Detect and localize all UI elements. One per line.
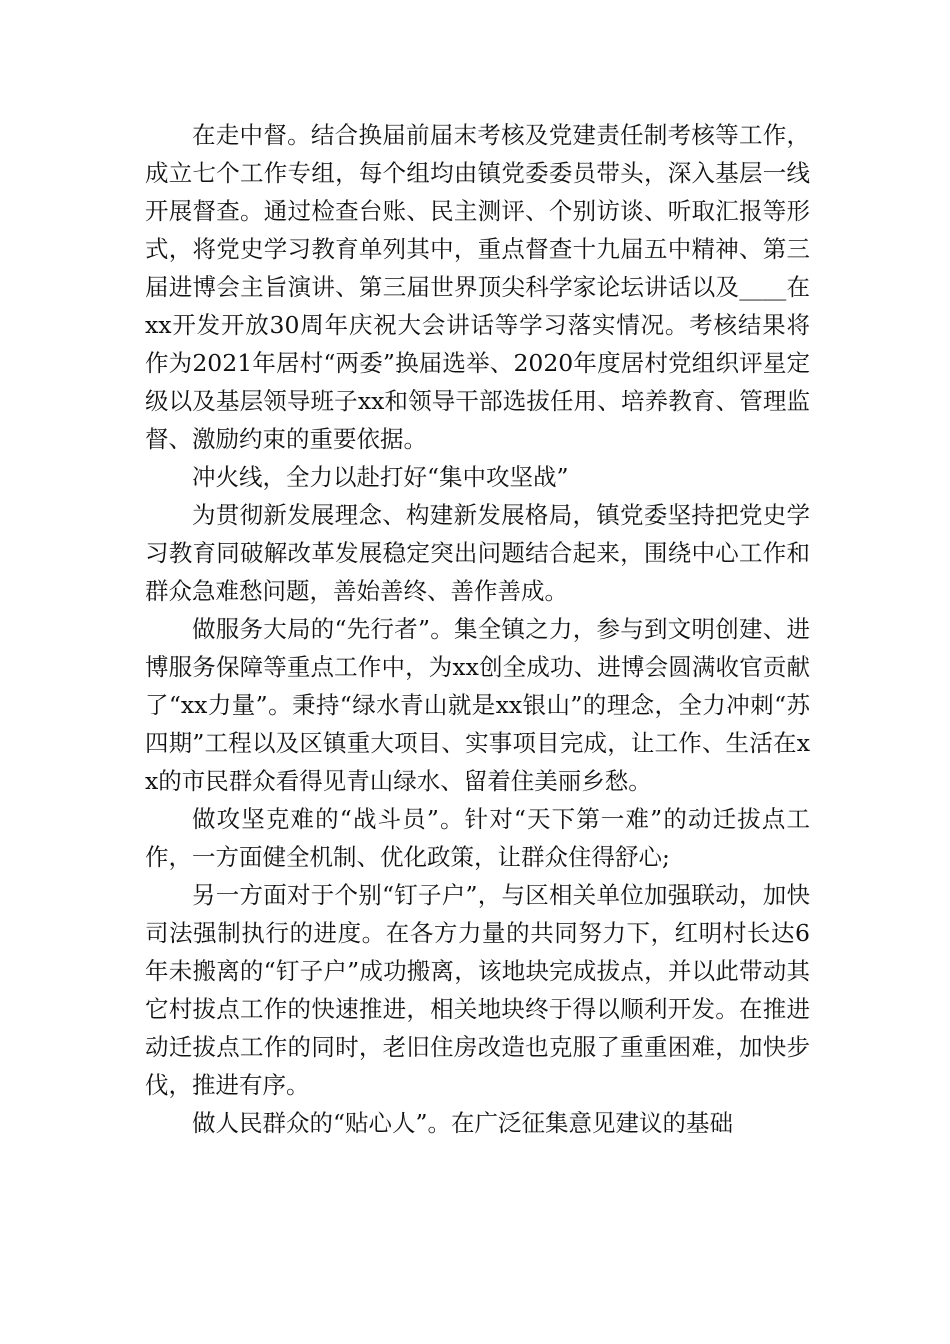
paragraph-supervision: 在走中督。结合换届前届末考核及党建责任制考核等工作，成立七个工作专组，每个组均由镇党委委员带头，深入基层一线开展督查。通过检查台账、民主测评、个别访谈、听取汇报等形式，将党史学习教育单列其中，重点督查十九届五中精神、第三届进博会主旨演讲、第三届世界顶尖科学家论坛讲话以及____在xx开发开放30周年庆祝大会讲话等学习落实情况。考核结果将作为2021年居村“两委”换届选举、2020年度居村党组织评星定级以及基层领导班子xx和领导干部选拔任用、培养教育、管理监督、激励约束的重要依据。 xyxy=(145,121,810,453)
paragraph-close-to-people: 做人民群众的“贴心人”。在广泛征集意见建议的基础 xyxy=(192,1109,734,1137)
paragraph-development-concept: 为贯彻新发展理念、构建新发展格局，镇党委坚持把党史学习教育同破解改革发展稳定突出问题结合起来，围绕中心工作和群众急难愁问题，善始善终、善作善成。 xyxy=(145,501,810,605)
paragraph-fighter: 做攻坚克难的“战斗员”。针对“天下第一难”的动迁拔点工作，一方面健全机制、优化政策，让群众住得舒心; xyxy=(145,805,810,871)
paragraph-nail-households: 另一方面对于个别“钉子户”，与区相关单位加强联动，加快司法强制执行的进度。在各方力量的共同努力下，红明村长达6年未搬离的“钉子户”成功搬离，该地块完成拔点，并以此带动其它村拔点工作的快速推进，相关地块终于得以顺利开发。在推进动迁拔点工作的同时，老旧住房改造也克服了重重困难，加快步伐，推进有序。 xyxy=(145,881,810,1099)
section-heading-frontline: 冲火线，全力以赴打好“集中攻坚战” xyxy=(192,463,569,491)
document-body xyxy=(145,116,810,1142)
paragraph-pioneer: 做服务大局的“先行者”。集全镇之力，参与到文明创建、进博服务保障等重点工作中，为xx创全成功、进博会圆满收官贡献了“xx力量”。秉持“绿水青山就是xx银山”的理念，全力冲刺“苏四期”工程以及区镇重大项目、实事项目完成，让工作、生活在xx的市民群众看得见青山绿水、留着住美丽乡愁。 xyxy=(145,615,810,795)
